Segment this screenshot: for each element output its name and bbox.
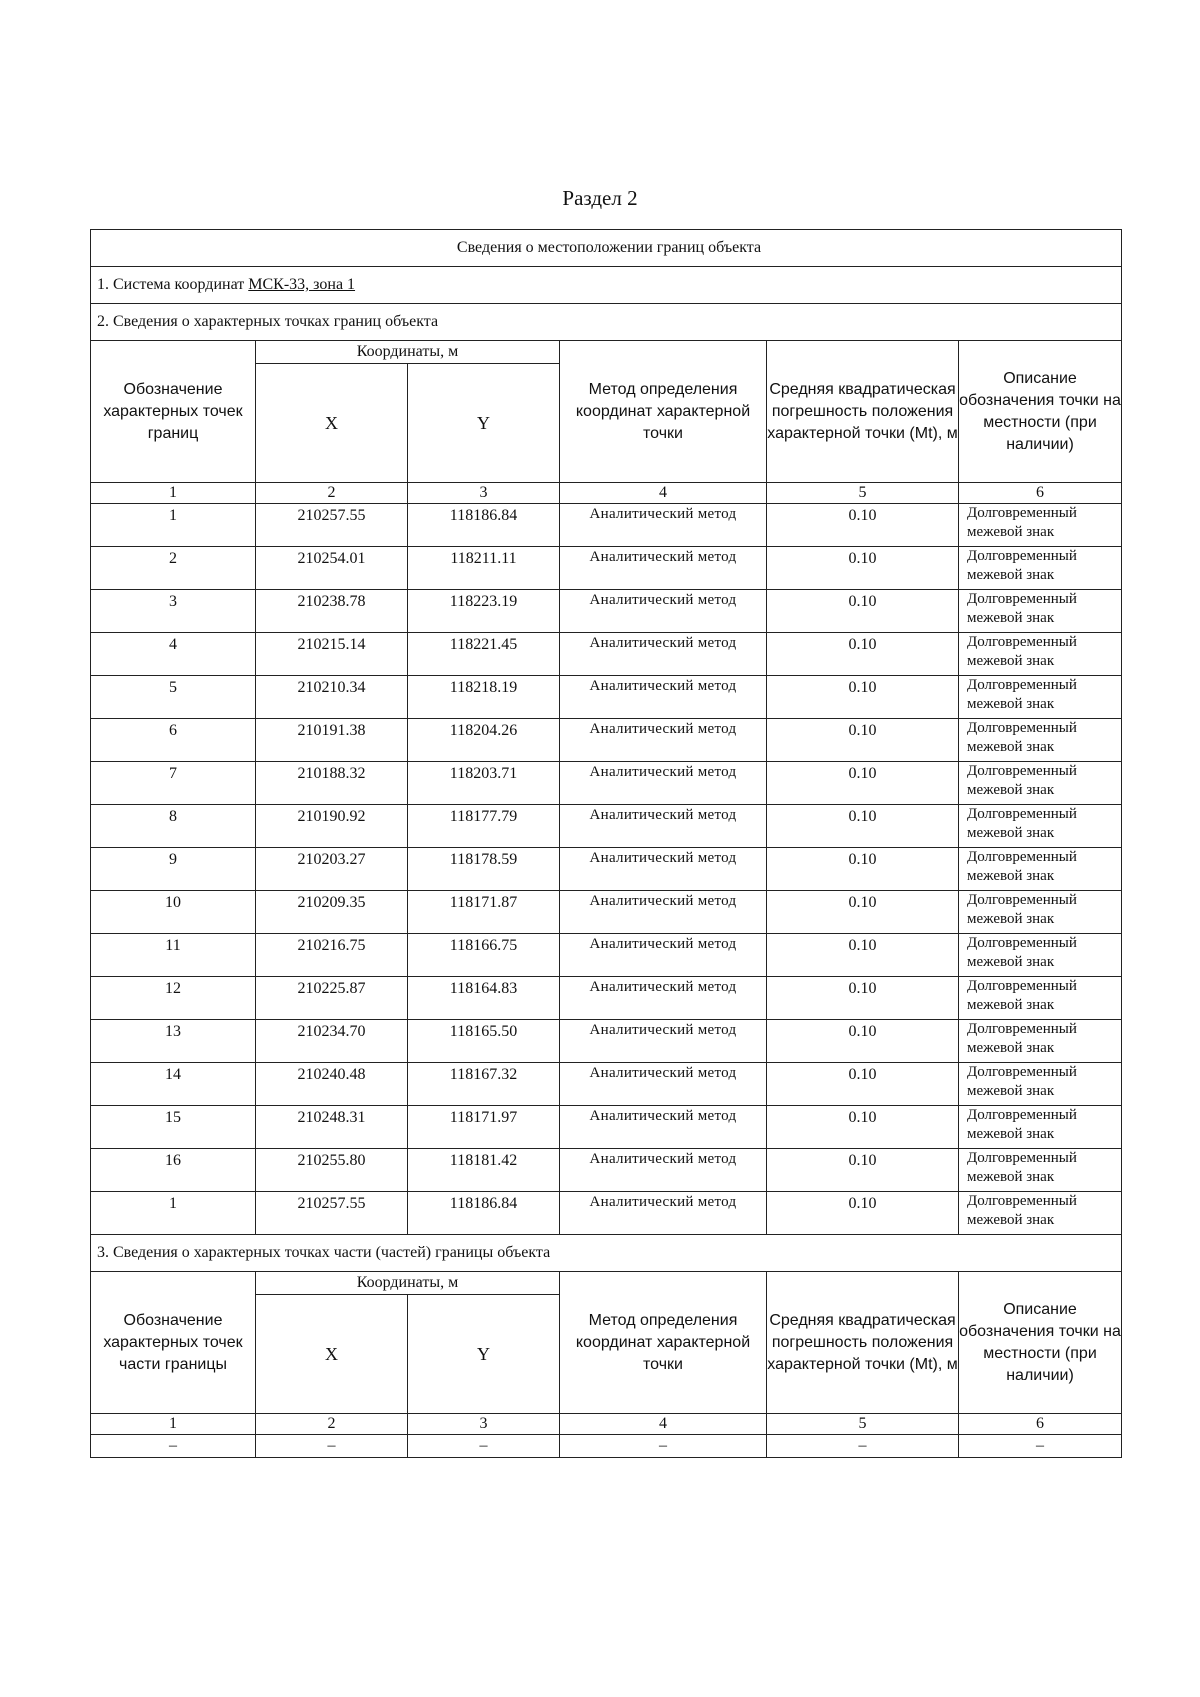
cell-description: Долговременный межевой знак [959, 1020, 1122, 1063]
cell-method: Аналитический метод [560, 719, 767, 762]
cell-point: 9 [91, 848, 256, 891]
cell-y: 118218.19 [408, 676, 560, 719]
cell-x: 210190.92 [256, 805, 408, 848]
column-number: 4 [560, 1414, 767, 1435]
cell-point: 8 [91, 805, 256, 848]
cell-x: 210248.31 [256, 1106, 408, 1149]
coordinate-system-row [91, 267, 1122, 304]
cell-y: 118181.42 [408, 1149, 560, 1192]
cell-method: Аналитический метод [560, 805, 767, 848]
cell-description: Долговременный межевой знак [959, 1192, 1122, 1235]
cell-error: 0.10 [767, 590, 959, 633]
cell-error: 0.10 [767, 1149, 959, 1192]
cell-x: 210257.55 [256, 1192, 408, 1235]
coordinate-system-value: МСК-33, зона 1 [248, 276, 356, 293]
column-number: 3 [408, 1414, 560, 1435]
cell-description: Долговременный межевой знак [959, 633, 1122, 676]
cell-error: 0.10 [767, 633, 959, 676]
empty-cell: – [256, 1435, 408, 1458]
column-number: 1 [91, 483, 256, 504]
empty-cell: – [959, 1435, 1122, 1458]
cell-point: 12 [91, 977, 256, 1020]
column-number: 4 [560, 483, 767, 504]
cell-method: Аналитический метод [560, 1106, 767, 1149]
cell-method: Аналитический метод [560, 590, 767, 633]
header-description: Описание обозначения точки на местности (при наличии) [959, 341, 1122, 483]
table-row [91, 805, 1122, 848]
header-coordinates: Координаты, м [256, 341, 560, 364]
cell-x: 210234.70 [256, 1020, 408, 1063]
cell-point: 16 [91, 1149, 256, 1192]
column-number: 5 [767, 1414, 959, 1435]
cell-error: 0.10 [767, 977, 959, 1020]
header3-description: Описание обозначения точки на местности (при наличии) [959, 1272, 1122, 1414]
cell-point: 2 [91, 547, 256, 590]
empty-cell: – [91, 1435, 256, 1458]
cell-error: 0.10 [767, 547, 959, 590]
cell-method: Аналитический метод [560, 848, 767, 891]
column-number: 2 [256, 1414, 408, 1435]
cell-x: 210255.80 [256, 1149, 408, 1192]
table-row [91, 848, 1122, 891]
cell-error: 0.10 [767, 676, 959, 719]
table-row [91, 547, 1122, 590]
cell-y: 118211.11 [408, 547, 560, 590]
cell-error: 0.10 [767, 504, 959, 547]
column-number: 6 [959, 483, 1122, 504]
empty-cell: – [408, 1435, 560, 1458]
cell-y: 118171.87 [408, 891, 560, 934]
header-error [767, 341, 959, 483]
cell-description: Долговременный межевой знак [959, 805, 1122, 848]
section3-column-number-row [91, 1414, 1122, 1435]
cell-error: 0.10 [767, 934, 959, 977]
cell-y: 118165.50 [408, 1020, 560, 1063]
empty-cell: – [560, 1435, 767, 1458]
cell-error: 0.10 [767, 805, 959, 848]
table-row [91, 504, 1122, 547]
cell-description: Долговременный межевой знак [959, 977, 1122, 1020]
cell-point: 1 [91, 1192, 256, 1235]
cell-point: 10 [91, 891, 256, 934]
cell-y: 118177.79 [408, 805, 560, 848]
section3-label: 3. Сведения о характерных точках части (частей) границы объекта [91, 1235, 1122, 1272]
cell-x: 210216.75 [256, 934, 408, 977]
cell-method: Аналитический метод [560, 1063, 767, 1106]
cell-description: Долговременный межевой знак [959, 590, 1122, 633]
cell-y: 118204.26 [408, 719, 560, 762]
cell-description: Долговременный межевой знак [959, 504, 1122, 547]
header-method: Метод определения координат характерной точки [560, 341, 767, 483]
section2-label: 2. Сведения о характерных точках границ объекта [91, 304, 1122, 341]
cell-error: 0.10 [767, 891, 959, 934]
cell-description: Долговременный межевой знак [959, 1106, 1122, 1149]
header3-y: Y [408, 1295, 560, 1414]
cell-description: Долговременный межевой знак [959, 934, 1122, 977]
cell-point: 5 [91, 676, 256, 719]
header-y: Y [408, 364, 560, 483]
header-x: X [256, 364, 408, 483]
cell-point: 13 [91, 1020, 256, 1063]
cell-method: Аналитический метод [560, 504, 767, 547]
cell-point: 6 [91, 719, 256, 762]
cell-method: Аналитический метод [560, 633, 767, 676]
table-row [91, 1106, 1122, 1149]
cell-x: 210209.35 [256, 891, 408, 934]
cell-x: 210257.55 [256, 504, 408, 547]
cell-point: 1 [91, 504, 256, 547]
section3-header-row [91, 1272, 1122, 1295]
header3-method: Метод определения координат характерной точки [560, 1272, 767, 1414]
cell-point: 14 [91, 1063, 256, 1106]
cell-description: Долговременный межевой знак [959, 1063, 1122, 1106]
empty-cell: – [767, 1435, 959, 1458]
cell-y: 118178.59 [408, 848, 560, 891]
table-row [91, 891, 1122, 934]
cell-point: 15 [91, 1106, 256, 1149]
cell-y: 118203.71 [408, 762, 560, 805]
cell-error: 0.10 [767, 762, 959, 805]
cell-error: 0.10 [767, 1106, 959, 1149]
cell-description: Долговременный межевой знак [959, 891, 1122, 934]
header3-point: Обозначение характерных точек части границы [91, 1272, 256, 1414]
cell-method: Аналитический метод [560, 676, 767, 719]
table-row [91, 1020, 1122, 1063]
cell-x: 210215.14 [256, 633, 408, 676]
cell-y: 118186.84 [408, 504, 560, 547]
coordinate-system-label: 1. Система координат [97, 276, 245, 293]
table-row [91, 934, 1122, 977]
cell-x: 210254.01 [256, 547, 408, 590]
cell-method: Аналитический метод [560, 1192, 767, 1235]
header3-x: X [256, 1295, 408, 1414]
column-number: 2 [256, 483, 408, 504]
cell-description: Долговременный межевой знак [959, 762, 1122, 805]
cell-point: 7 [91, 762, 256, 805]
cell-description: Долговременный межевой знак [959, 547, 1122, 590]
cell-description: Долговременный межевой знак [959, 676, 1122, 719]
cell-y: 118221.45 [408, 633, 560, 676]
cell-x: 210203.27 [256, 848, 408, 891]
table-row [91, 1192, 1122, 1235]
table-row [91, 590, 1122, 633]
cell-method: Аналитический метод [560, 1020, 767, 1063]
cell-x: 210225.87 [256, 977, 408, 1020]
table-row [91, 977, 1122, 1020]
cell-method: Аналитический метод [560, 1149, 767, 1192]
cell-error: 0.10 [767, 848, 959, 891]
cell-description: Долговременный межевой знак [959, 719, 1122, 762]
table-row [91, 719, 1122, 762]
cell-error: 0.10 [767, 1020, 959, 1063]
column-number: 6 [959, 1414, 1122, 1435]
column-number-row [91, 483, 1122, 504]
cell-y: 118171.97 [408, 1106, 560, 1149]
column-number: 3 [408, 483, 560, 504]
section3-label-row [91, 1235, 1122, 1272]
boundary-table [90, 229, 1122, 1458]
column-number: 1 [91, 1414, 256, 1435]
cell-description: Долговременный межевой знак [959, 848, 1122, 891]
cell-y: 118166.75 [408, 934, 560, 977]
table-row [91, 633, 1122, 676]
cell-method: Аналитический метод [560, 891, 767, 934]
cell-y: 118167.32 [408, 1063, 560, 1106]
cell-method: Аналитический метод [560, 977, 767, 1020]
cell-x: 210238.78 [256, 590, 408, 633]
header-point: Обозначение характерных точек границ [91, 341, 256, 483]
table-title: Сведения о местоположении границ объекта [91, 230, 1122, 267]
cell-x: 210240.48 [256, 1063, 408, 1106]
cell-method: Аналитический метод [560, 762, 767, 805]
cell-y: 118164.83 [408, 977, 560, 1020]
table-row [91, 676, 1122, 719]
cell-point: 11 [91, 934, 256, 977]
cell-error: 0.10 [767, 1192, 959, 1235]
cell-error: 0.10 [767, 1063, 959, 1106]
column-number: 5 [767, 483, 959, 504]
table-row [91, 762, 1122, 805]
cell-point: 3 [91, 590, 256, 633]
section3-empty-row [91, 1435, 1122, 1458]
cell-y: 118223.19 [408, 590, 560, 633]
table-row [91, 1149, 1122, 1192]
cell-method: Аналитический метод [560, 547, 767, 590]
section-heading: Раздел 2 [562, 186, 638, 210]
cell-x: 210191.38 [256, 719, 408, 762]
boundary-table-frame [90, 229, 1121, 1458]
cell-point: 4 [91, 633, 256, 676]
cell-method: Аналитический метод [560, 934, 767, 977]
table-row [91, 1063, 1122, 1106]
cell-y: 118186.84 [408, 1192, 560, 1235]
header-error-text: Средняя квадратическая погрешность положения характерной точки (Mt), м [767, 380, 958, 442]
cell-description: Долговременный межевой знак [959, 1149, 1122, 1192]
cell-error: 0.10 [767, 719, 959, 762]
cell-x: 210210.34 [256, 676, 408, 719]
header3-error: Средняя квадратическая погрешность положения характерной точки (Mt), м [767, 1272, 959, 1414]
cell-x: 210188.32 [256, 762, 408, 805]
header3-coordinates: Координаты, м [256, 1272, 560, 1295]
